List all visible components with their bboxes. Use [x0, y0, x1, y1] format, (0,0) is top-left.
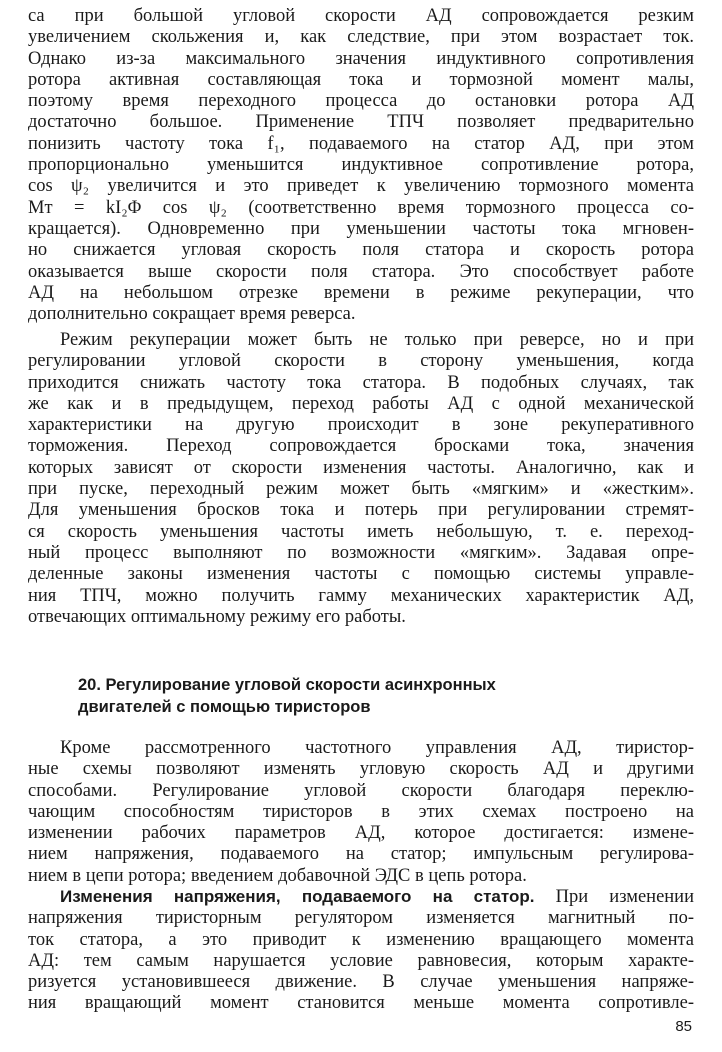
p2-line: отвечающих оптимальному режиму его работы.	[28, 606, 406, 627]
p2-line: Режим рекуперации может быть не только при реверсе, но и при	[60, 330, 694, 350]
p1-line: дополнительно сокращает время реверса.	[28, 304, 356, 325]
p2-line: Для уменьшения бросков тока и потерь при регулировании стремят-	[28, 500, 694, 521]
p4lines-line: ния вращающий момент становится меньше момента сопротивле-	[28, 993, 694, 1014]
paragraph-4-bold-lead: Изменения напряжения, подаваемого на статор.	[60, 887, 535, 906]
p1-line: увеличением скольжения и, как следствие, при этом возрастает ток.	[28, 27, 694, 48]
p2-line: ный процесс выполняют по возможности «мягким». Задавая опре-	[28, 542, 694, 563]
p1-line: пропорционально уменьшится индуктивное сопротивление ротора,	[28, 155, 694, 176]
section-heading-line-2: двигателей с помощью тиристоров	[78, 698, 371, 716]
paragraph-2	[28, 330, 694, 628]
p1-line: но снижается угловая скорость поля статора и скорость ротора	[28, 240, 694, 261]
page-number: 85	[675, 1018, 692, 1035]
p1-line: кращается). Одновременно при уменьшении частоты тока мгновен-	[28, 218, 694, 239]
p2-line: которых зависят от скорости изменения частоты. Аналогично, как и	[28, 457, 694, 478]
p2-line: при пуске, переходный режим может быть «мягким» и «жестким».	[28, 479, 694, 500]
p4lines-line: ток статора, а это приводит к изменению вращающего момента	[28, 929, 694, 950]
p1-line: cos ψ₂ увеличится и это приведет к увеличению тормозного момента	[28, 176, 694, 197]
section-heading	[78, 674, 598, 718]
p1-line: поэтому время переходного процесса до остановки ротора АД	[28, 91, 694, 112]
p3-line: способами. Регулирование угловой скорости благодаря переклю-	[28, 780, 694, 801]
p2-line: ния ТПЧ, можно получить гамму механических характеристик АД,	[28, 585, 694, 606]
p2-line: регулировании угловой скорости в сторону уменьшения, когда	[28, 351, 694, 372]
p1-line: понизить частоту тока f₁, подаваемого на статор АД, при этом	[28, 133, 694, 154]
p3-line: ные схемы позволяют изменять угловую скорость АД и другими	[28, 759, 694, 780]
paragraph-1	[28, 6, 694, 325]
p3-line: изменении рабочих параметров АД, которое достигается: измене-	[28, 823, 694, 844]
p1-line: ротора активная составляющая тока и тормозной момент малы,	[28, 69, 694, 90]
p4lines-line: ризуется установившееся движение. В случае уменьшения напряже-	[28, 972, 694, 993]
p1-line: са при большой угловой скорости АД сопровождается резким	[28, 6, 694, 26]
p2-line: торможения. Переход сопровождается бросками тока, значения	[28, 436, 694, 457]
p1-line: АД на небольшом отрезке времени в режиме рекуперации, что	[28, 282, 694, 303]
paragraph-4	[28, 886, 694, 1015]
p1-line: оказывается выше скорости поля статора. Это способствует работе	[28, 261, 694, 282]
p3-line: нием в цепи ротора; введением добавочной ЭДС в цепь ротора.	[28, 865, 527, 886]
paragraph-4-lead-rest: При изменении	[534, 887, 694, 907]
p2-line: приходится снижать частоту тока статора. В подобных случаях, так	[28, 372, 694, 393]
p2-line: ся скорость уменьшения частоты иметь небольшую, т. е. переход-	[28, 521, 694, 542]
p3-line: Кроме рассмотренного частотного управления АД, тиристор-	[60, 738, 694, 758]
p4lines-line: напряжения тиристорным регулятором изменяется магнитный по-	[28, 908, 694, 929]
p1-line: Mт = kI₂Φ cos ψ₂ (соответственно время тормозного процесса со-	[28, 197, 694, 218]
p2-line: же как и в предыдущем, переход работы АД с одной механической	[28, 393, 694, 414]
p1-line: Однако из-за максимального значения индуктивного сопротивления	[28, 48, 694, 69]
paragraph-3	[28, 738, 694, 887]
p3-line: нием напряжения, подаваемого на статор; импульсным регулирова-	[28, 844, 694, 865]
p2-line: характеристики на другую происходит в зоне рекуперативного	[28, 415, 694, 436]
section-heading-line-1: 20. Регулирование угловой скорости асинхронных	[78, 676, 496, 694]
p4lines-line: АД: тем самым нарушается условие равновесия, которым характе-	[28, 950, 694, 971]
p1-line: достаточно большое. Применение ТПЧ позволяет предварительно	[28, 112, 694, 133]
paragraph-4-line-1	[28, 886, 694, 908]
p3-line: чающим способностям тиристоров в этих схемах построено на	[28, 801, 694, 822]
p2-line: деленные законы изменения частоты с помощью системы управле-	[28, 564, 694, 585]
